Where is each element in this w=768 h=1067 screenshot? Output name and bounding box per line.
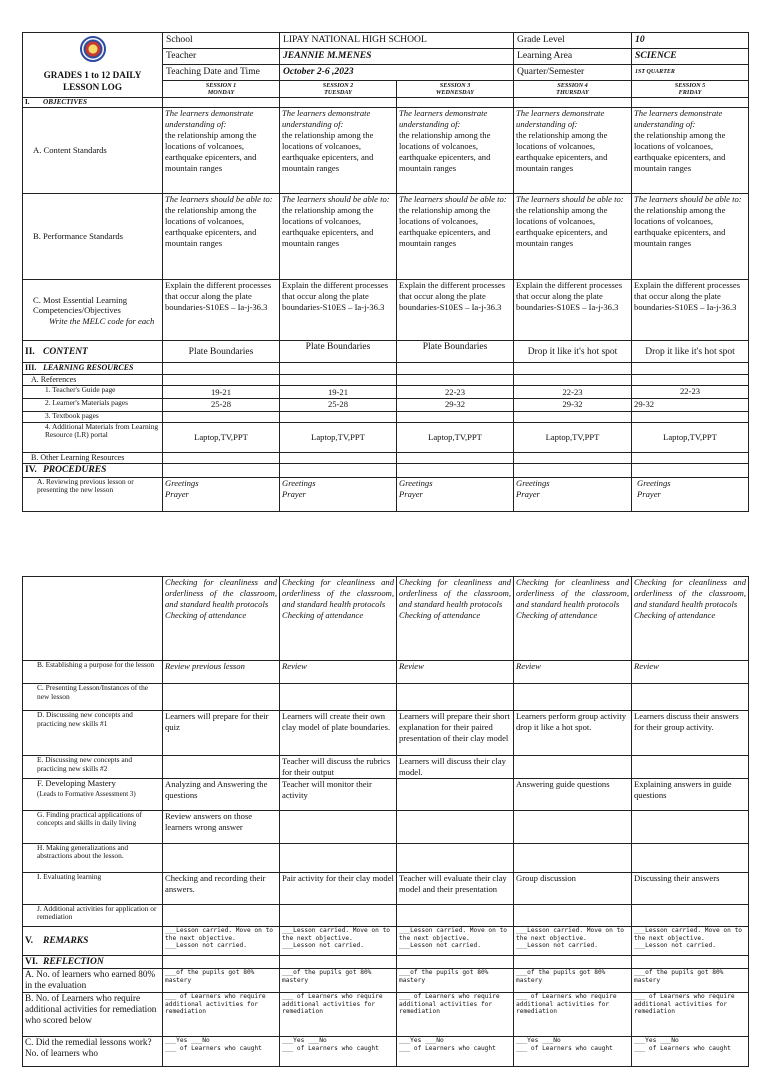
performance-standards-cell: The learners should be able to: the relationship among the locations of volcanoes, earthquake epicenters, and mountain ranges bbox=[397, 194, 514, 280]
procedure-d-cell: Learners discuss their answers for their group activity. bbox=[632, 711, 749, 756]
performance-standards-cell: The learners should be able to: the relationship among the locations of volcanoes, earthquake epicenters, and mountain ranges bbox=[514, 194, 632, 280]
procedure-b-cell: Review previous lesson bbox=[163, 661, 280, 684]
teachers-guide-cell: 19-21 bbox=[280, 385, 397, 398]
procedure-d-cell: Learners will prepare for their quiz bbox=[163, 711, 280, 756]
procedure-e-cell: Teacher will discuss the rubrics for their output bbox=[280, 756, 397, 779]
learning-resources-heading: III. LEARNING RESOURCES bbox=[23, 363, 163, 374]
remarks-heading: V. REMARKS bbox=[23, 926, 163, 955]
reflection-b-cell: ___ of Learners who require additional activities for remediation bbox=[280, 992, 397, 1036]
procedure-a-continued-cell: Checking for cleanliness and orderliness of the classroom, and standard health protocols Checking of attendance bbox=[632, 577, 749, 661]
performance-standards-cell: The learners should be able to: the relationship among the locations of volcanoes, earthquake epicenters, and mountain ranges bbox=[632, 194, 749, 280]
procedure-e-cell bbox=[632, 756, 749, 779]
content-standards-cell: The learners demonstrate understanding of: the relationship among the locations of volcanoes, earthquake epicenters, and mountain ranges bbox=[397, 108, 514, 194]
remarks-cell: ___Lesson carried. Move on to the next objective. ___Lesson not carried. bbox=[163, 926, 280, 955]
performance-standards-label: B. Performance Standards bbox=[23, 194, 163, 280]
procedure-d-cell: Learners will create their own clay model of plate boundaries. bbox=[280, 711, 397, 756]
melc-cell: Explain the different processes that occur along the plate boundaries-S10ES – Ia-j-36.3 bbox=[280, 280, 397, 341]
procedure-a-cell: Greetings Prayer bbox=[632, 477, 749, 511]
procedure-f-cell: Answering guide questions bbox=[514, 778, 632, 810]
procedure-a-label: A. Reviewing previous lesson or presenting the new lesson bbox=[23, 477, 163, 511]
procedure-a-row bbox=[23, 477, 749, 511]
procedure-j-label: J. Additional activities for application or remediation bbox=[23, 904, 163, 926]
procedure-b-row bbox=[23, 661, 749, 684]
procedure-g-cell bbox=[632, 810, 749, 843]
reflection-c-cell: ___Yes ___No ___ of Learners who caught bbox=[632, 1036, 749, 1066]
procedure-f-cell: Teacher will monitor their activity bbox=[280, 778, 397, 810]
content-cell: Plate Boundaries bbox=[280, 341, 397, 363]
melc-cell: Explain the different processes that occur along the plate boundaries-S10ES – Ia-j-36.3 bbox=[397, 280, 514, 341]
procedure-f-row bbox=[23, 778, 749, 810]
remarks-cell: ___Lesson carried. Move on to the next objective. ___Lesson not carried. bbox=[397, 926, 514, 955]
procedure-g-cell: Review answers on those learners wrong answer bbox=[163, 810, 280, 843]
reflection-c-cell: ___Yes ___No ___ of Learners who caught bbox=[514, 1036, 632, 1066]
reflection-b-cell: ___ of Learners who require additional activities for remediation bbox=[163, 992, 280, 1036]
procedure-f-label: F. Developing Mastery (Leads to Formative Assessment 3) bbox=[23, 778, 163, 810]
grade-value: 10 bbox=[632, 33, 749, 49]
teacher-label: Teacher bbox=[163, 49, 280, 65]
reflection-c-cell: ___Yes ___No ___ of Learners who caught bbox=[280, 1036, 397, 1066]
content-standards-label: A. Content Standards bbox=[23, 108, 163, 194]
procedure-b-cell: Review bbox=[397, 661, 514, 684]
procedure-i-cell: Discussing their answers bbox=[632, 872, 749, 904]
reflection-b-cell: ___ of Learners who require additional activities for remediation bbox=[632, 992, 749, 1036]
reflection-heading: VI. REFLECTION bbox=[23, 955, 163, 968]
reflection-b-cell: ___ of Learners who require additional activities for remediation bbox=[514, 992, 632, 1036]
teacher-value: JEANNIE M.MENES bbox=[280, 49, 514, 65]
additional-materials-cell: Laptop,TV,PPT bbox=[280, 422, 397, 452]
reflection-a-cell: ___of the pupils got 80% mastery bbox=[397, 968, 514, 992]
remarks-cell: ___Lesson carried. Move on to the next objective. ___Lesson not carried. bbox=[280, 926, 397, 955]
lesson-log-table-page-2 bbox=[22, 576, 749, 1067]
deped-logo-cell bbox=[23, 33, 163, 98]
content-heading: II. CONTENT bbox=[23, 341, 163, 363]
session-header-5: SESSION 5 FRIDAY bbox=[632, 81, 749, 98]
teachers-guide-cell: 22-23 bbox=[514, 385, 632, 398]
procedure-a-continued-row bbox=[23, 577, 749, 661]
procedure-a-cell: Greetings Prayer bbox=[397, 477, 514, 511]
grade-label: Grade Level bbox=[514, 33, 632, 49]
content-standards-row bbox=[23, 108, 749, 194]
procedure-d-cell: Learners perform group activity drop it like a hot spot. bbox=[514, 711, 632, 756]
procedure-a-continued-cell: Checking for cleanliness and orderliness of the classroom, and standard health protocols Checking of attendance bbox=[280, 577, 397, 661]
melc-label: C. Most Essential Learning Competencies/Objectives Write the MELC code for each bbox=[23, 280, 163, 341]
session-header-1: SESSION 1 MONDAY bbox=[163, 81, 280, 98]
reflection-b-label: B. No. of Learners who require additional activities for remediation who scored below bbox=[23, 992, 163, 1036]
procedure-f-cell bbox=[397, 778, 514, 810]
content-standards-cell: The learners demonstrate understanding of: the relationship among the locations of volcanoes, earthquake epicenters, and mountain ranges bbox=[163, 108, 280, 194]
learners-materials-label: 2. Learner's Materials pages bbox=[23, 398, 163, 411]
reflection-a-row bbox=[23, 968, 749, 992]
procedure-g-cell bbox=[397, 810, 514, 843]
reflection-c-cell: ___Yes ___No ___ of Learners who caught bbox=[397, 1036, 514, 1066]
lesson-log-table-page-1 bbox=[22, 32, 749, 512]
procedure-e-cell bbox=[163, 756, 280, 779]
procedure-e-cell bbox=[514, 756, 632, 779]
learners-materials-cell: 29-32 bbox=[397, 398, 514, 411]
remarks-cell: ___Lesson carried. Move on to the next objective. ___Lesson not carried. bbox=[632, 926, 749, 955]
content-standards-cell: The learners demonstrate understanding of: the relationship among the locations of volcanoes, earthquake epicenters, and mountain ranges bbox=[280, 108, 397, 194]
reflection-a-cell: ___of the pupils got 80% mastery bbox=[514, 968, 632, 992]
procedure-a-cell: Greetings Prayer bbox=[514, 477, 632, 511]
date-label: Teaching Date and Time bbox=[163, 65, 280, 81]
procedure-f-cell: Analyzing and Answering the questions bbox=[163, 778, 280, 810]
content-standards-cell: The learners demonstrate understanding of: the relationship among the locations of volcanoes, earthquake epicenters, and mountain ranges bbox=[514, 108, 632, 194]
teachers-guide-label: 1. Teacher's Guide page bbox=[23, 385, 163, 398]
remarks-row bbox=[23, 926, 749, 955]
melc-cell: Explain the different processes that occur along the plate boundaries-S10ES – Ia-j-36.3 bbox=[514, 280, 632, 341]
procedure-e-cell: Learners will discuss their clay model. bbox=[397, 756, 514, 779]
procedure-e-label: E. Discussing new concepts and practicing new skills #2 bbox=[23, 756, 163, 779]
teachers-guide-cell: 19-21 bbox=[163, 385, 280, 398]
deped-seal-icon bbox=[80, 36, 106, 62]
procedure-i-cell: Pair activity for their clay model bbox=[280, 872, 397, 904]
learners-materials-cell: 25-28 bbox=[163, 398, 280, 411]
content-cell: Plate Boundaries bbox=[397, 341, 514, 363]
melc-row bbox=[23, 280, 749, 341]
procedure-a-continued-cell: Checking for cleanliness and orderliness of the classroom, and standard health protocols Checking of attendance bbox=[163, 577, 280, 661]
area-value: SCIENCE bbox=[632, 49, 749, 65]
procedure-g-cell bbox=[514, 810, 632, 843]
area-label: Learning Area bbox=[514, 49, 632, 65]
procedure-i-cell: Checking and recording their answers. bbox=[163, 872, 280, 904]
procedure-b-label: B. Establishing a purpose for the lesson bbox=[23, 661, 163, 684]
remarks-cell: ___Lesson carried. Move on to the next objective. ___Lesson not carried. bbox=[514, 926, 632, 955]
procedures-heading: IV. PROCEDURES bbox=[23, 463, 163, 477]
procedure-a-cell: Greetings Prayer bbox=[280, 477, 397, 511]
procedure-a-continued-cell: Checking for cleanliness and orderliness of the classroom, and standard health protocols Checking of attendance bbox=[514, 577, 632, 661]
quarter-value: 1ST QUARTER bbox=[632, 65, 749, 81]
procedure-f-cell: Explaining answers in guide questions bbox=[632, 778, 749, 810]
teachers-guide-row bbox=[23, 385, 749, 398]
procedure-g-cell bbox=[280, 810, 397, 843]
procedure-d-row bbox=[23, 711, 749, 756]
reflection-a-label: A. No. of learners who earned 80% in the evaluation bbox=[23, 968, 163, 992]
performance-standards-cell: The learners should be able to: the relationship among the locations of volcanoes, earthquake epicenters, and mountain ranges bbox=[163, 194, 280, 280]
reflection-c-cell: ___Yes ___No ___ of Learners who caught bbox=[163, 1036, 280, 1066]
procedure-h-label: H. Making generalizations and abstractions about the lesson. bbox=[23, 843, 163, 872]
performance-standards-row bbox=[23, 194, 749, 280]
content-standards-cell: The learners demonstrate understanding of: the relationship among the locations of volcanoes, earthquake epicenters, and mountain ranges bbox=[632, 108, 749, 194]
additional-materials-cell: Laptop,TV,PPT bbox=[514, 422, 632, 452]
procedure-d-cell: Learners will prepare their short explanation for their paired presentation of their clay model bbox=[397, 711, 514, 756]
procedure-a-cell: Greetings Prayer bbox=[163, 477, 280, 511]
references-label: A. References bbox=[23, 374, 163, 385]
content-cell: Drop it like it's hot spot bbox=[632, 341, 749, 363]
reflection-b-row bbox=[23, 992, 749, 1036]
procedure-i-row bbox=[23, 872, 749, 904]
additional-materials-cell: Laptop,TV,PPT bbox=[632, 422, 749, 452]
teachers-guide-cell: 22-23 bbox=[397, 385, 514, 398]
additional-materials-cell: Laptop,TV,PPT bbox=[163, 422, 280, 452]
session-header-2: SESSION 2 TUESDAY bbox=[280, 81, 397, 98]
reflection-c-label: C. Did the remedial lessons work? No. of learners who bbox=[23, 1036, 163, 1066]
performance-standards-cell: The learners should be able to: the relationship among the locations of volcanoes, earthquake epicenters, and mountain ranges bbox=[280, 194, 397, 280]
learners-materials-cell: 29-32 bbox=[632, 398, 749, 411]
learners-materials-cell: 25-28 bbox=[280, 398, 397, 411]
reflection-a-cell: ___of the pupils got 80% mastery bbox=[163, 968, 280, 992]
session-header-3: SESSION 3 WEDNESDAY bbox=[397, 81, 514, 98]
objectives-heading: I. OBJECTIVES bbox=[23, 98, 163, 108]
reflection-a-cell: ___of the pupils got 80% mastery bbox=[632, 968, 749, 992]
reflection-a-cell: ___of the pupils got 80% mastery bbox=[280, 968, 397, 992]
procedure-b-cell: Review bbox=[514, 661, 632, 684]
procedure-d-label: D. Discussing new concepts and practicing new skills #1 bbox=[23, 711, 163, 756]
additional-materials-row bbox=[23, 422, 749, 452]
procedure-i-cell: Group discussion bbox=[514, 872, 632, 904]
procedure-g-row bbox=[23, 810, 749, 843]
reflection-b-cell: ___ of Learners who require additional activities for remediation bbox=[397, 992, 514, 1036]
log-title: GRADES 1 to 12 DAILY LESSON LOG bbox=[43, 70, 142, 93]
quarter-label: Quarter/Semester bbox=[514, 65, 632, 81]
content-row bbox=[23, 341, 749, 363]
textbook-label: 3. Textbook pages bbox=[23, 411, 163, 422]
procedure-b-cell: Review bbox=[632, 661, 749, 684]
learners-materials-row bbox=[23, 398, 749, 411]
date-value: October 2-6 ,2023 bbox=[280, 65, 514, 81]
teachers-guide-cell: 22-23 bbox=[632, 385, 749, 398]
school-label: School bbox=[163, 33, 280, 49]
reflection-c-row bbox=[23, 1036, 749, 1066]
melc-cell: Explain the different processes that occur along the plate boundaries-S10ES – Ia-j-36.3 bbox=[163, 280, 280, 341]
procedure-a-continued-cell: Checking for cleanliness and orderliness of the classroom, and standard health protocols Checking of attendance bbox=[397, 577, 514, 661]
content-cell: Plate Boundaries bbox=[163, 341, 280, 363]
school-value: LIPAY NATIONAL HIGH SCHOOL bbox=[280, 33, 514, 49]
melc-cell: Explain the different processes that occur along the plate boundaries-S10ES – Ia-j-36.3 bbox=[632, 280, 749, 341]
session-header-4: SESSION 4 THURSDAY bbox=[514, 81, 632, 98]
procedure-e-row bbox=[23, 756, 749, 779]
procedure-b-cell: Review bbox=[280, 661, 397, 684]
procedure-i-cell: Teacher will evaluate their clay model and their presentation bbox=[397, 872, 514, 904]
procedure-g-label: G. Finding practical applications of concepts and skills in daily living bbox=[23, 810, 163, 843]
additional-materials-cell: Laptop,TV,PPT bbox=[397, 422, 514, 452]
content-cell: Drop it like it's hot spot bbox=[514, 341, 632, 363]
procedure-c-label: C. Presenting Lesson/Instances of the new lesson bbox=[23, 684, 163, 711]
procedure-i-label: I. Evaluating learning bbox=[23, 872, 163, 904]
other-resources-label: B. Other Learning Resources bbox=[23, 452, 163, 463]
additional-materials-label: 4. Additional Materials from Learning Resource (LR) portal bbox=[23, 422, 163, 452]
learners-materials-cell: 29-32 bbox=[514, 398, 632, 411]
